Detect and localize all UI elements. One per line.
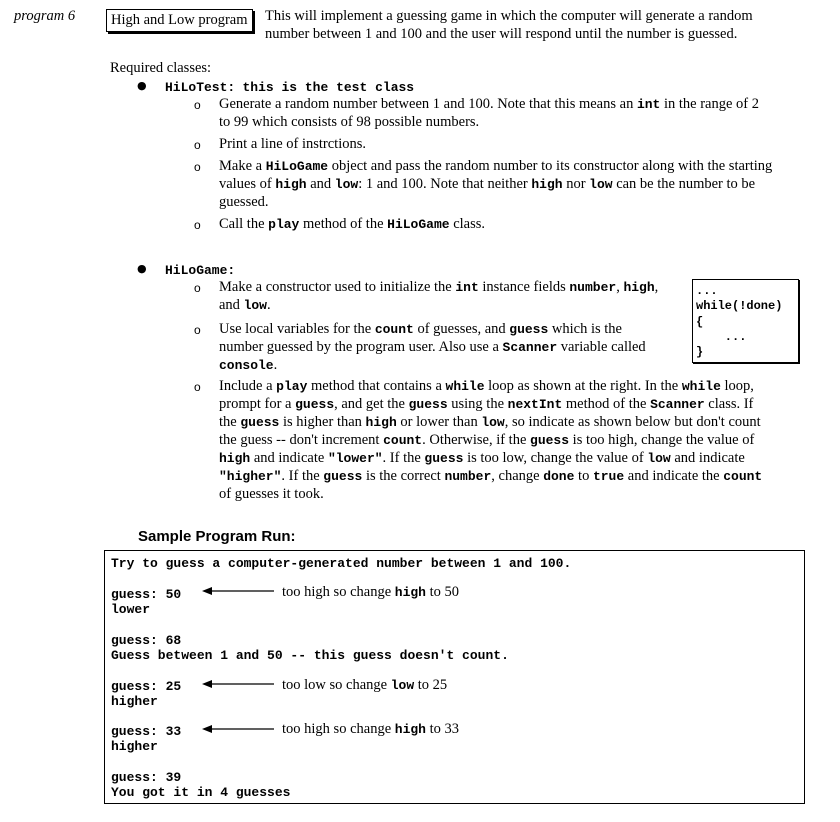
sample-heading: Sample Program Run: [138, 528, 296, 545]
code-line: } [696, 345, 704, 359]
left-arrow-icon [200, 722, 276, 736]
game-item-3-line-7: of guesses it took. [219, 486, 324, 502]
run-intro: Try to guess a computer-generated number between 1 and 100. [111, 556, 572, 571]
game-item-2-line-2: number guessed by the program user. Also use a Scanner variable called [219, 339, 646, 355]
code-line: while(!done) [696, 299, 783, 313]
game-item-3-line-2: prompt for a guess, and get the guess using the nextInt method of the Scanner class. If [219, 396, 754, 412]
test-item-3-line-3: guessed. [219, 194, 269, 210]
test-class-name: HiLoTest: [165, 80, 236, 95]
game-class-heading: HiLoGame: [165, 263, 236, 278]
required-heading: Required classes: [110, 60, 212, 76]
run-response-5: You got it in 4 guesses [111, 785, 291, 800]
test-item-1-line-1: Generate a random number between 1 and 100. Note that this means an int in the range of 2 [219, 96, 760, 112]
test-item-2-line-1: Print a line of instrctions. [219, 136, 366, 152]
code-line: ... [696, 330, 747, 344]
run-guess-1: guess: 50 [111, 587, 182, 602]
code-line: { [696, 315, 704, 329]
run-response-3: higher [111, 694, 158, 709]
code-line: ... [696, 284, 718, 298]
program-title: High and Low program [106, 9, 253, 32]
description-line-2: number between 1 and 100 and the user will respond until the number is guessed. [265, 26, 738, 42]
run-response-1: lower [111, 602, 151, 617]
game-item-3-line-5: high and indicate "lower". If the guess is too low, change the value of low and indicate [219, 450, 745, 466]
test-class-desc: this is the test class [242, 80, 415, 95]
test-item-3-line-1: Make a HiLoGame object and pass the random number to its constructor along with the starting [219, 158, 773, 174]
bullet-dot: ● [137, 262, 147, 275]
run-guess-3: guess: 25 [111, 679, 182, 694]
sub-bullet: o [194, 323, 201, 337]
bullet-dot: ● [137, 79, 147, 92]
sub-bullet: o [194, 138, 201, 152]
while-loop-code-box [692, 279, 799, 363]
run-guess-2: guess: 68 [111, 633, 182, 648]
program-label: program 6 [14, 8, 76, 24]
left-arrow-icon [200, 677, 276, 691]
sub-bullet: o [194, 218, 201, 232]
test-item-3-line-2: values of high and low: 1 and 100. Note that neither high nor low can be the number to be [219, 176, 756, 192]
game-item-3-line-1: Include a play method that contains a while loop as shown at the right. In the while loop, [219, 378, 754, 394]
game-item-3-line-3: the guess is higher than high or lower than low, so indicate as shown below but don't count [219, 414, 761, 430]
test-item-4-line-1: Call the play method of the HiLoGame class. [219, 216, 486, 232]
run-guess-4: guess: 33 [111, 724, 182, 739]
game-item-1-line-1: Make a constructor used to initialize the int instance fields number, high, [219, 279, 659, 295]
annotation-guess-1: too high so change high to 50 [282, 584, 460, 600]
run-response-2: Guess between 1 and 50 -- this guess doesn't count. [111, 648, 509, 663]
test-item-1-line-2: to 99 which consists of 98 possible numbers. [219, 114, 480, 130]
sub-bullet: o [194, 380, 201, 394]
description-line-1: This will implement a guessing game in which the computer will generate a random [265, 8, 753, 24]
game-item-1-line-2: and low. [219, 297, 271, 313]
sub-bullet: o [194, 281, 201, 295]
run-response-4: higher [111, 739, 158, 754]
game-item-2-line-3: console. [219, 357, 278, 373]
sub-bullet: o [194, 160, 201, 174]
run-guess-5: guess: 39 [111, 770, 182, 785]
annotation-guess-4: too high so change high to 33 [282, 721, 460, 737]
game-item-2-line-1: Use local variables for the count of guesses, and guess which is the [219, 321, 622, 337]
sub-bullet: o [194, 98, 201, 112]
left-arrow-icon [200, 584, 276, 598]
game-item-3-line-6: "higher". If the guess is the correct number, change done to true and indicate the count [219, 468, 763, 484]
annotation-guess-3: too low so change low to 25 [282, 677, 448, 693]
game-item-3-line-4: the guess -- don't increment count. Otherwise, if the guess is too high, change the value of [219, 432, 755, 448]
